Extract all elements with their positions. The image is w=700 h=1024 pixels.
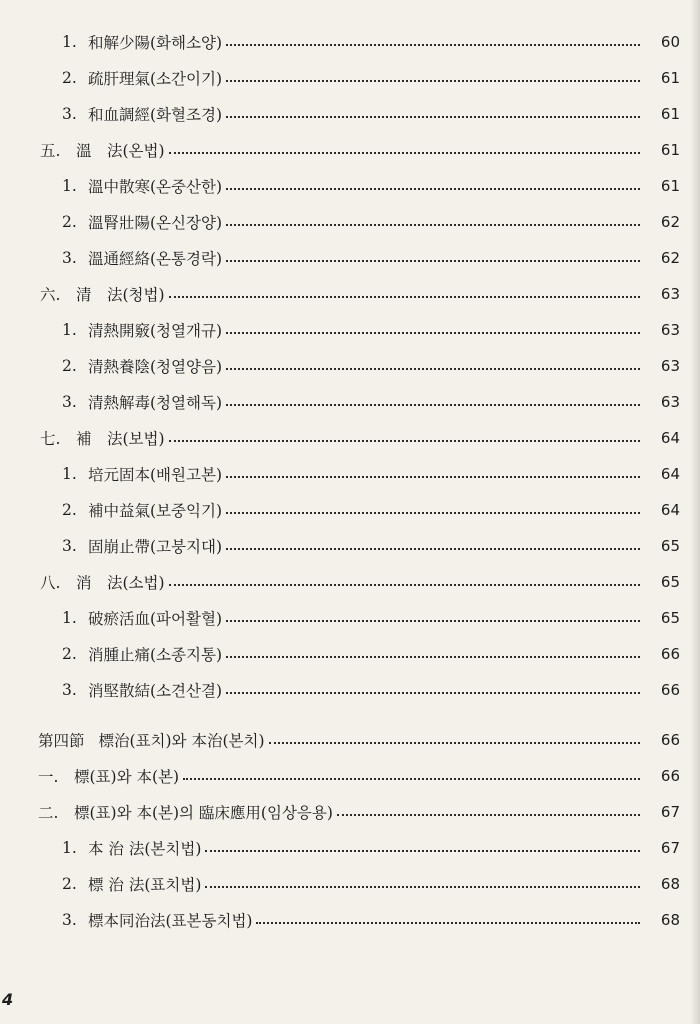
entry-title: 溫中散寒(온중산한) — [88, 178, 222, 196]
entry-number: 五. — [40, 142, 61, 160]
entry-page: 64 — [660, 501, 680, 519]
toc-entry — [0, 456, 700, 492]
entry-page: 63 — [660, 357, 680, 375]
entry-number: 一. — [38, 768, 59, 786]
entry-page: 61 — [660, 141, 680, 159]
entry-title: 疏肝理氣(소간이기) — [88, 70, 222, 88]
entry-page: 68 — [660, 875, 680, 893]
entry-page: 63 — [660, 285, 680, 303]
entry-page: 60 — [660, 33, 680, 51]
entry-page: 61 — [660, 177, 680, 195]
dot-leader — [226, 692, 640, 694]
dot-leader — [269, 742, 641, 744]
entry-number: 3. — [62, 911, 77, 929]
entry-title: 標(표)와 本(본)의 臨床應用(임상응용) — [74, 804, 333, 822]
dot-leader — [226, 80, 640, 82]
entry-number: 3. — [62, 537, 77, 555]
entry-title: 標(표)와 本(본) — [74, 768, 180, 786]
entry-title: 溫腎壯陽(온신장양) — [88, 214, 222, 232]
entry-number: 六. — [40, 286, 61, 304]
toc-entry-section — [0, 722, 700, 758]
entry-title: 破瘀活血(파어활혈) — [88, 610, 222, 628]
entry-title: 和血調經(화혈조경) — [88, 106, 222, 124]
entry-page: 63 — [660, 321, 680, 339]
toc-entry — [0, 24, 700, 60]
entry-number: 1. — [62, 839, 77, 857]
entry-title: 標 治 法(표치법) — [88, 876, 202, 894]
dot-leader — [256, 922, 640, 924]
entry-number: 2. — [62, 875, 77, 893]
dot-leader — [226, 44, 640, 46]
entry-title: 標治(표치)와 本治(본치) — [98, 732, 265, 750]
entry-page: 64 — [660, 465, 680, 483]
entry-page: 65 — [660, 537, 680, 555]
dot-leader — [226, 368, 640, 370]
dot-leader — [226, 224, 640, 226]
entry-page: 63 — [660, 393, 680, 411]
dot-leader — [226, 116, 640, 118]
dot-leader — [226, 548, 640, 550]
entry-number: 1. — [62, 177, 77, 195]
toc-entry — [0, 348, 700, 384]
toc-entry — [0, 60, 700, 96]
entry-title: 清熱開竅(청열개규) — [88, 322, 222, 340]
entry-page: 62 — [660, 213, 680, 231]
entry-title: 本 治 法(본치법) — [88, 840, 202, 858]
dot-leader — [169, 440, 640, 442]
toc-entry — [0, 866, 700, 902]
entry-number: 2. — [62, 645, 77, 663]
entry-number: 第四節 — [38, 732, 85, 750]
entry-number: 2. — [62, 69, 77, 87]
dot-leader — [183, 778, 640, 780]
entry-title: 消堅散結(소견산결) — [88, 682, 222, 700]
page-edge-shadow — [690, 0, 700, 1024]
entry-title: 消腫止痛(소종지통) — [88, 646, 222, 664]
dot-leader — [226, 620, 640, 622]
dot-leader — [226, 332, 640, 334]
entry-page: 61 — [660, 69, 680, 87]
toc-entry-subsection — [0, 794, 700, 830]
entry-page: 64 — [660, 429, 680, 447]
toc-entry — [0, 384, 700, 420]
entry-page: 62 — [660, 249, 680, 267]
entry-page: 61 — [660, 105, 680, 123]
table-of-contents — [0, 24, 700, 938]
toc-entry — [0, 672, 700, 708]
dot-leader — [205, 850, 640, 852]
toc-entry — [0, 168, 700, 204]
entry-number: 2. — [62, 357, 77, 375]
dot-leader — [226, 404, 640, 406]
toc-entry — [0, 492, 700, 528]
toc-entry — [0, 636, 700, 672]
dot-leader — [226, 656, 640, 658]
entry-number: 1. — [62, 609, 77, 627]
entry-number: 1. — [62, 33, 77, 51]
dot-leader — [226, 476, 640, 478]
toc-entry-subsection — [0, 758, 700, 794]
toc-entry-method — [0, 420, 700, 456]
entry-title: 溫 法(온법) — [76, 142, 165, 160]
dot-leader — [226, 260, 640, 262]
entry-page: 66 — [660, 645, 680, 663]
entry-title: 清熱解毒(청열해독) — [88, 394, 222, 412]
toc-entry — [0, 830, 700, 866]
entry-page: 68 — [660, 911, 680, 929]
dot-leader — [169, 296, 640, 298]
dot-leader — [337, 814, 640, 816]
dot-leader — [226, 188, 640, 190]
toc-entry-method — [0, 276, 700, 312]
entry-title: 溫通經絡(온통경락) — [88, 250, 222, 268]
entry-number: 七. — [40, 430, 61, 448]
dot-leader — [226, 512, 640, 514]
entry-number: 2. — [62, 213, 77, 231]
entry-number: 八. — [40, 574, 61, 592]
entry-number: 3. — [62, 105, 77, 123]
entry-page: 65 — [660, 573, 680, 591]
entry-page: 66 — [660, 731, 680, 749]
entry-title: 清 法(청법) — [76, 286, 165, 304]
toc-entry — [0, 902, 700, 938]
entry-page: 67 — [660, 839, 680, 857]
entry-title: 固崩止帶(고붕지대) — [88, 538, 222, 556]
toc-entry-method — [0, 564, 700, 600]
entry-title: 消 法(소법) — [76, 574, 165, 592]
toc-entry — [0, 204, 700, 240]
dot-leader — [169, 152, 640, 154]
entry-page: 67 — [660, 803, 680, 821]
entry-title: 補中益氣(보중익기) — [88, 502, 222, 520]
toc-entry-method — [0, 132, 700, 168]
toc-entry — [0, 312, 700, 348]
entry-title: 補 法(보법) — [76, 430, 165, 448]
entry-number: 二. — [38, 804, 59, 822]
entry-number: 1. — [62, 321, 77, 339]
toc-entry — [0, 600, 700, 636]
entry-title: 和解少陽(화해소양) — [88, 34, 222, 52]
toc-entry — [0, 240, 700, 276]
toc-entry — [0, 96, 700, 132]
entry-number: 2. — [62, 501, 77, 519]
entry-number: 3. — [62, 249, 77, 267]
entry-number: 1. — [62, 465, 77, 483]
entry-title: 清熱養陰(청열양음) — [88, 358, 222, 376]
toc-entry — [0, 528, 700, 564]
entry-page: 66 — [660, 767, 680, 785]
entry-title: 培元固本(배원고본) — [88, 466, 222, 484]
dot-leader — [205, 886, 640, 888]
entry-number: 3. — [62, 393, 77, 411]
entry-number: 3. — [62, 681, 77, 699]
dot-leader — [169, 584, 640, 586]
entry-title: 標本同治法(표본동치법) — [88, 912, 253, 930]
page-number: 4 — [2, 990, 14, 1009]
entry-page: 66 — [660, 681, 680, 699]
entry-page: 65 — [660, 609, 680, 627]
